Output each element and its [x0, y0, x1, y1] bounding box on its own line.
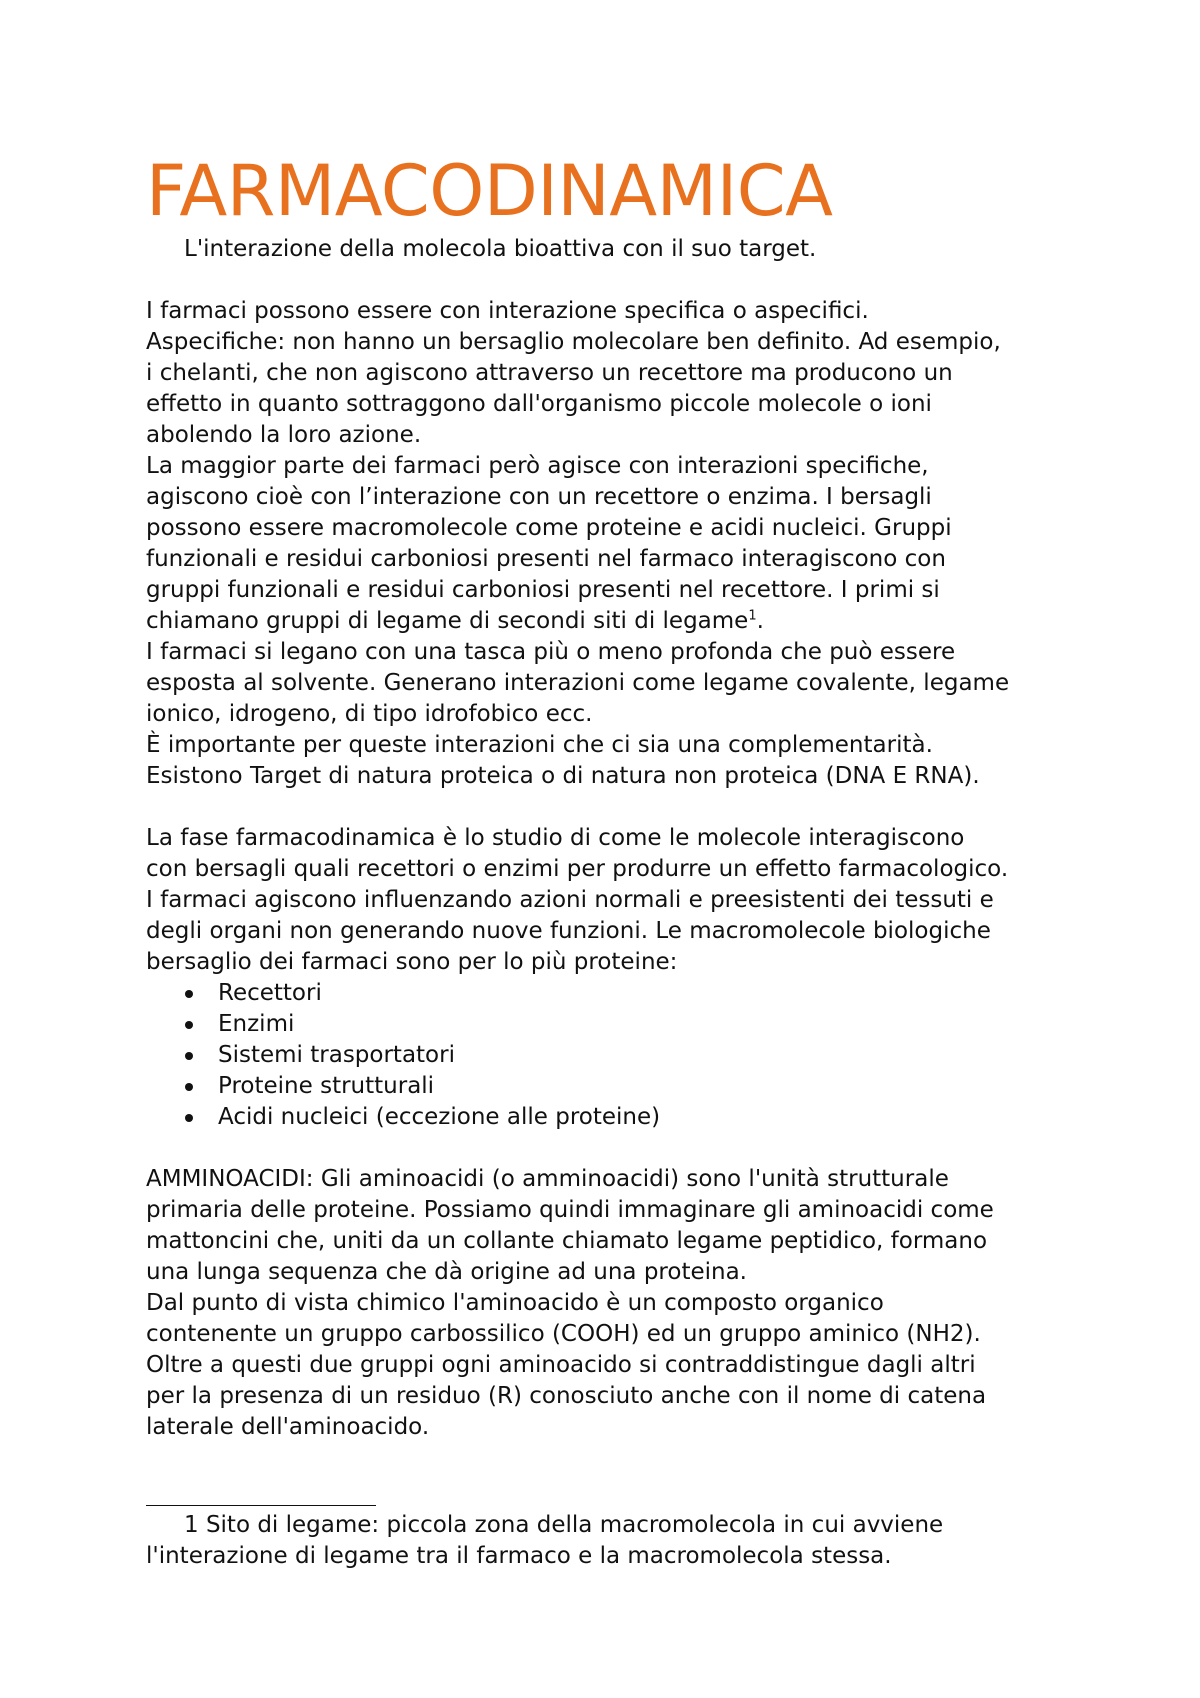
footnote-context-end: .	[756, 608, 764, 634]
list-item-label: Sistemi trasportatori	[218, 1042, 455, 1068]
footnote-separator	[146, 1505, 376, 1506]
subtitle: L'interazione della molecola bioattiva con il suo target.	[184, 236, 817, 262]
text-line: effetto in quanto sottraggono dall'organismo piccole molecole o ioni	[146, 391, 932, 417]
footnote-reference[interactable]: 1	[748, 608, 757, 624]
text-line: Aspecifiche: non hanno un bersaglio molecolare ben definito. Ad esempio,	[146, 329, 1001, 355]
bullet-icon	[185, 1052, 193, 1060]
footnote-context: chiamano gruppi di legame di secondi siti di legame	[146, 608, 749, 634]
text-line: Esistono Target di natura proteica o di natura non proteica (DNA E RNA).	[146, 763, 980, 789]
text-line: contenente un gruppo carbossilico (COOH) ed un gruppo aminico (NH2).	[146, 1321, 981, 1347]
list-item	[146, 1009, 1081, 1040]
text-line: agiscono cioè con l’interazione con un recettore o enzima. I bersagli	[146, 484, 932, 510]
footnote	[146, 1510, 1081, 1572]
list-item-label: Acidi nucleici (eccezione alle proteine)	[218, 1104, 661, 1130]
spacer	[146, 265, 1081, 296]
paragraph-amino-acids	[146, 1164, 1081, 1443]
text-line: con bersagli quali recettori o enzimi per produrre un effetto farmacologico.	[146, 856, 1009, 882]
spacer	[146, 1133, 1081, 1164]
list-item	[146, 1102, 1081, 1133]
text-line: per la presenza di un residuo (R) conosciuto anche con il nome di catena	[146, 1383, 987, 1409]
bullet-icon	[185, 1021, 193, 1029]
text-line: ionico, idrogeno, di tipo idrofobico ecc.	[146, 701, 593, 727]
list-item	[146, 1040, 1081, 1071]
bullet-icon	[185, 1114, 193, 1122]
page-title: FARMACODINAMICA	[146, 150, 833, 232]
text-line: I farmaci si legano con una tasca più o meno profonda che può essere	[146, 639, 956, 665]
text-line: Oltre a questi due gruppi ogni aminoacido si contraddistingue dagli altri	[146, 1352, 976, 1378]
text-line: AMMINOACIDI: Gli aminoacidi (o amminoacidi) sono l'unità strutturale	[146, 1166, 949, 1192]
list-item-label: Proteine strutturali	[218, 1073, 435, 1099]
list-item	[146, 978, 1081, 1009]
text-line: abolendo la loro azione.	[146, 422, 422, 448]
text-line: laterale dell'aminoacido.	[146, 1414, 430, 1440]
list-item-label: Recettori	[218, 980, 322, 1006]
paragraph-interactions	[146, 296, 1081, 792]
target-list	[146, 978, 1081, 1133]
text-line: gruppi funzionali e residui carboniosi presenti nel recettore. I primi si	[146, 577, 940, 603]
bullet-icon	[185, 990, 193, 998]
text-line: I farmaci agiscono influenzando azioni normali e preesistenti dei tessuti e	[146, 887, 994, 913]
text-line: Dal punto di vista chimico l'aminoacido è un composto organico	[146, 1290, 884, 1316]
text-line: È importante per queste interazioni che ci sia una complementarità.	[146, 732, 933, 758]
text-line: funzionali e residui carboniosi presenti nel farmaco interagiscono con	[146, 546, 946, 572]
list-item	[146, 1071, 1081, 1102]
list-item-label: Enzimi	[218, 1011, 295, 1037]
text-line: La fase farmacodinamica è lo studio di come le molecole interagiscono	[146, 825, 965, 851]
spacer	[146, 792, 1081, 823]
paragraph-pharmacodynamics	[146, 823, 1081, 978]
text-line: una lunga sequenza che dà origine ad una proteina.	[146, 1259, 747, 1285]
text-line: esposta al solvente. Generano interazioni come legame covalente, legame	[146, 670, 1010, 696]
text-line-with-footnote	[146, 606, 1081, 637]
text-line: mattoncini che, uniti da un collante chiamato legame peptidico, formano	[146, 1228, 988, 1254]
text-line: i chelanti, che non agiscono attraverso un recettore ma producono un	[146, 360, 953, 386]
text-line: degli organi non generando nuove funzioni. Le macromolecole biologiche	[146, 918, 991, 944]
footnote-line: 1 Sito di legame: piccola zona della macromolecola in cui avviene	[184, 1512, 944, 1538]
footnote-line: l'interazione di legame tra il farmaco e la macromolecola stessa.	[146, 1543, 892, 1569]
text-line: I farmaci possono essere con interazione specifica o aspecifici.	[146, 298, 869, 324]
text-line: possono essere macromolecole come proteine e acidi nucleici. Gruppi	[146, 515, 952, 541]
text-line: primaria delle proteine. Possiamo quindi immaginare gli aminoacidi come	[146, 1197, 994, 1223]
bullet-icon	[185, 1083, 193, 1091]
text-line: La maggior parte dei farmaci però agisce con interazioni specifiche,	[146, 453, 929, 479]
document-body	[146, 150, 1081, 1443]
text-line: bersaglio dei farmaci sono per lo più proteine:	[146, 949, 678, 975]
